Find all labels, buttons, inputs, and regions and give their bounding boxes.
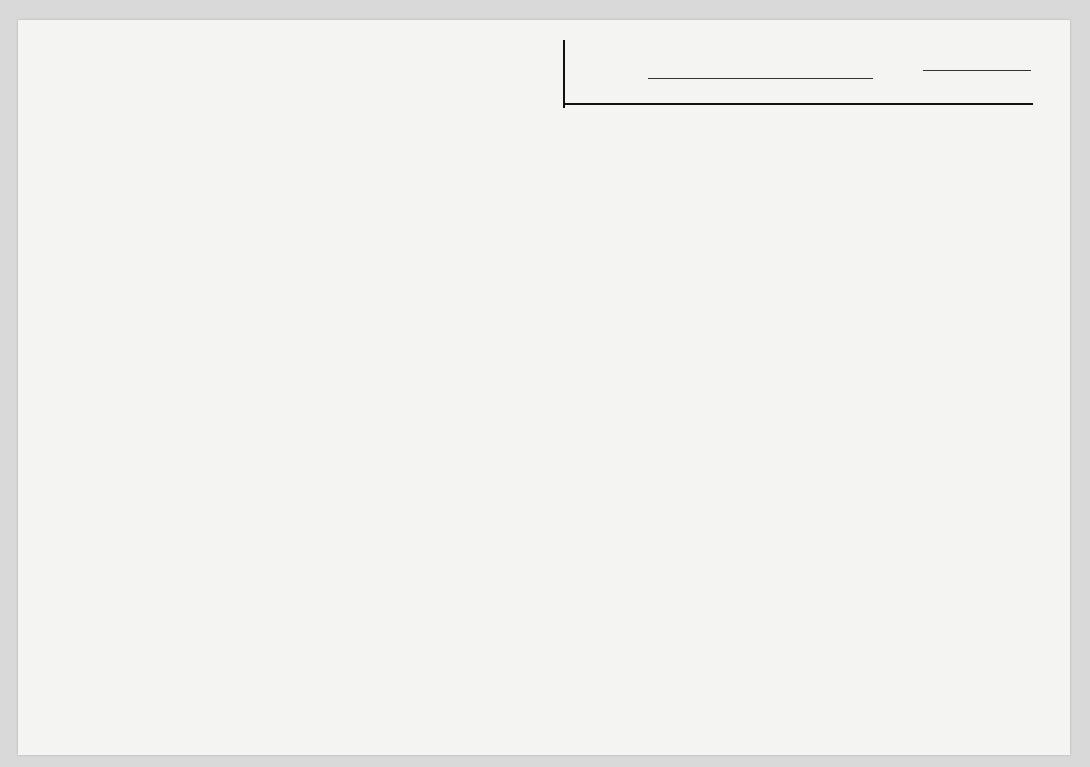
header-rule bbox=[563, 103, 1033, 105]
census-form-sheet bbox=[18, 20, 1070, 755]
gemeente-underline bbox=[648, 78, 873, 79]
header-divider bbox=[563, 40, 565, 108]
prov-underline bbox=[923, 70, 1031, 71]
